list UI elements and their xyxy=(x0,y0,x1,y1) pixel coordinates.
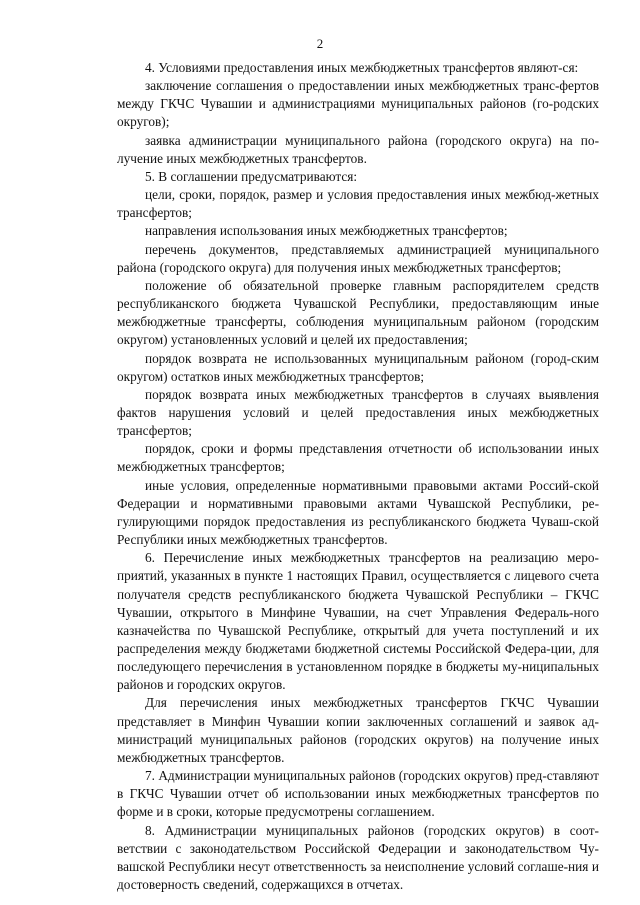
paragraph-goals-terms: цели, сроки, порядок, размер и условия предоставления иных межбюд-жетных трансфертов; xyxy=(117,187,599,221)
paragraph-agreement-conclusion: заключение соглашения о предоставлении иных межбюджетных транс-фертов между ГКЧС Чувашии и администрациями муниципальных районов (го-родских округов); xyxy=(117,78,599,130)
paragraph-4-conditions: 4. Условиями предоставления иных межбюджетных трансфертов являют-ся: xyxy=(145,60,579,75)
paragraph-8-responsibility: 8. Администрации муниципальных районов (городских округов) в соот-ветствии с законодательством Российской Федерации и законодательством Чу-вашской Республики несут ответственность за неисполнение условий соглаше-ния и достоверность сведений, содержащихся в отчетах. xyxy=(117,822,599,893)
paragraph-return-of-balances: порядок возврата не использованных муниципальным районом (город-ским округом) остатков иных межбюджетных трансфертов; xyxy=(117,350,599,384)
paragraph-other-conditions: иные условия, определенные нормативными правовыми актами Россий-ской Федерации и нормативными правовыми актами Чувашской Республики, ре-гулирующими порядок предоставления из республиканского бюджета Чуваш-ской Республики иных межбюджетных трансфертов. xyxy=(117,477,599,548)
paragraph-return-on-violations: порядок возврата иных межбюджетных трансфертов в случаях выявления фактов нарушения условий и целей предоставления иных межбюджетных трансфертов; xyxy=(117,386,599,439)
page-number: 2 xyxy=(316,36,324,51)
paragraph-document-list: перечень документов, представляемых администрацией муниципального района (городского округа) для получения иных межбюджетных трансфертов; xyxy=(117,241,599,275)
paragraph-mandatory-check: положение об обязательной проверке главным распорядителем средств республиканского бюджета Чувашской Республики, предоставляющим иные межбюджетные трансферты, соблюдения муниципальным районом (городским округом) установленных условий и целей их предоставления; xyxy=(117,277,599,348)
paragraph-transfer-submission: Для перечисления иных межбюджетных трансфертов ГКЧС Чувашии представляет в Минфин Чувашии копии заключенных соглашений и заявок ад-министраций муниципальных районов (городских округов) на получение иных межбюджетных трансфертов. xyxy=(117,695,599,765)
paragraph-directions-of-use: направления использования иных межбюджетных трансфертов; xyxy=(145,223,508,239)
paragraph-6-transfer: 6. Перечисление иных межбюджетных трансфертов на реализацию меро-приятий, указанных в пункте 1 настоящих Правил, осуществляется с лицевого счета получателя средств республиканского бюджета Чувашской Республики – ГКЧС Чувашии, открытого в Минфине Чувашии, на счет Управления Федераль-ного казначейства по Чувашской Республике, открытый для учета поступлений и их распределения между бюджетами бюджетной системы Российской Федера-ции, для последующего перечисления в установленном порядке в бюджеты му-ниципальных районов и городских округов. xyxy=(117,550,599,693)
paragraph-application: заявка администрации муниципального района (городского округа) на по-лучение иных межбюджетных трансфертов. xyxy=(117,132,599,166)
paragraph-5-agreement-provisions: 5. В соглашении предусматриваются: xyxy=(145,168,358,184)
paragraph-reporting: порядок, сроки и формы представления отчетности об использовании иных межбюджетных трансфертов; xyxy=(117,441,599,475)
paragraph-7-report: 7. Администрации муниципальных районов (городских округов) пред-ставляют в ГКЧС Чувашии отчет об использовании иных межбюджетных трансфертов по форме и в сроки, которые предусмотрены соглашением. xyxy=(117,768,599,820)
document-body xyxy=(117,59,599,894)
